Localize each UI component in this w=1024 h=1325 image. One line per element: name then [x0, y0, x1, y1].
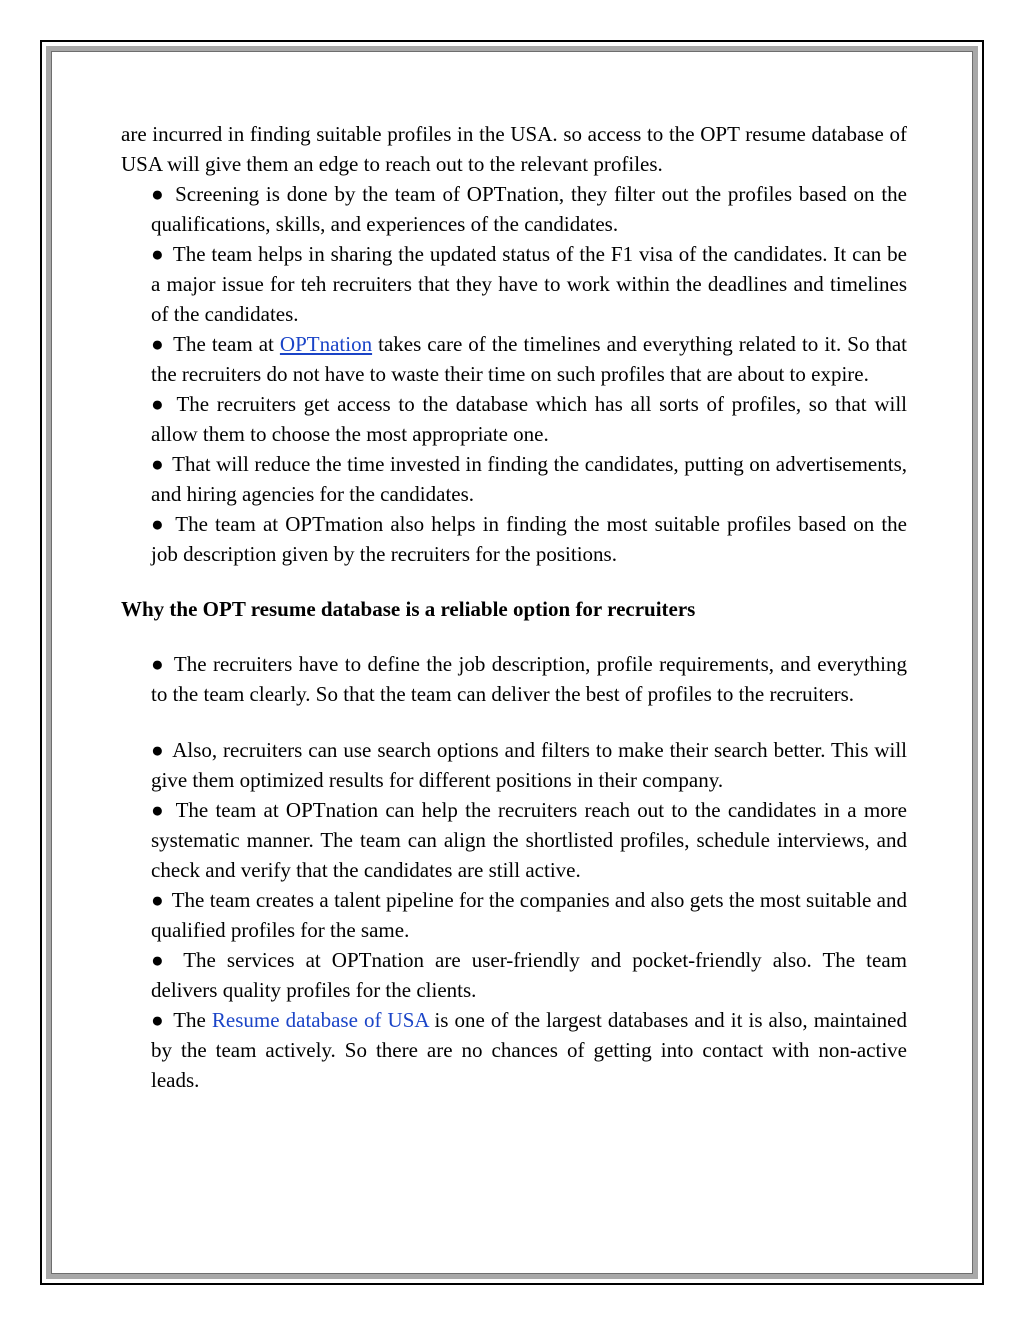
- bullet-icon: ●: [151, 798, 166, 822]
- list-item: [151, 329, 907, 389]
- list-item: [151, 389, 907, 449]
- bullet-icon: ●: [151, 182, 166, 206]
- bullet-icon: ●: [151, 392, 167, 416]
- list-item: [151, 449, 907, 509]
- bullet-icon: ●: [151, 242, 165, 266]
- optnation-link[interactable]: OPTnation: [279, 332, 373, 356]
- list-item: [151, 795, 907, 885]
- intro-paragraph: are incurred in finding suitable profiles in the USA. so access to the OPT resume database of USA will give them an edge to reach out to the relevant profiles.: [121, 122, 907, 176]
- list-item: [151, 239, 907, 329]
- bullet-icon: ●: [151, 512, 166, 536]
- list-item-text: The team helps in sharing the updated status of the F1 visa of the candidates. It can be a major issue for teh recruiters that they have to work within the deadlines and timelines of the candidates.: [151, 242, 908, 326]
- document-body: [121, 119, 907, 1095]
- list-item: [151, 885, 907, 945]
- resume-database-link[interactable]: Resume database of USA: [211, 1008, 429, 1032]
- list-item-text: The team at OPTnation can help the recruiters reach out to the candidates in a more systematic manner. The team can align the shortlisted profiles, schedule interviews, and check and verify that the candidates are still active.: [151, 798, 907, 882]
- section-heading: Why the OPT resume database is a reliable option for recruiters: [121, 597, 696, 621]
- list-item: [151, 649, 907, 709]
- list-item-text-before: The: [173, 1008, 212, 1032]
- list-item-text: The team at OPTmation also helps in finding the most suitable profiles based on the job description given by the recruiters for the positions.: [151, 512, 907, 566]
- list-item: [151, 179, 907, 239]
- paragraph-gap: [151, 709, 907, 735]
- bullet-list-1: [121, 179, 907, 569]
- bullet-icon: ●: [151, 332, 165, 356]
- list-item-text: That will reduce the time invested in finding the candidates, putting on advertisements, and hiring agencies for the candidates.: [151, 452, 908, 506]
- list-item: [151, 509, 907, 569]
- list-item-text: The team creates a talent pipeline for the companies and also gets the most suitable and qualified profiles for the same.: [151, 888, 907, 942]
- bullet-list-2: [121, 649, 907, 1095]
- list-item: [151, 945, 907, 1005]
- list-item-text: The recruiters have to define the job description, profile requirements, and everything to the team clearly. So that the team can deliver the best of profiles to the recruiters.: [151, 652, 908, 706]
- bullet-icon: ●: [151, 652, 165, 676]
- list-item-text: Screening is done by the team of OPTnation, they filter out the profiles based on the qualifications, skills, and experiences of the candidates.: [151, 182, 907, 236]
- bullet-icon: ●: [151, 452, 164, 476]
- list-item-text-before: The team at: [173, 332, 280, 356]
- list-item-text: The recruiters get access to the database which has all sorts of profiles, so that will allow them to choose the most appropriate one.: [151, 392, 907, 446]
- bullet-icon: ●: [151, 1008, 165, 1032]
- list-item: [151, 1005, 907, 1095]
- list-item-text: The services at OPTnation are user-friendly and pocket-friendly also. The team delivers quality profiles for the clients.: [151, 948, 907, 1002]
- list-item-text-after: is one of the largest databases and it is also, maintained by the team actively. So there are no chances of getting into contact with non-active leads.: [151, 1008, 907, 1092]
- list-item-text: Also, recruiters can use search options and filters to make their search better. This will give them optimized results for different positions in their company.: [151, 738, 908, 792]
- bullet-icon: ●: [151, 738, 165, 762]
- list-item: [151, 735, 907, 795]
- bullet-icon: ●: [151, 948, 170, 972]
- list-item-text-after: takes care of the timelines and everything related to it. So that the recruiters do not have to waste their time on such profiles that are about to expire.: [151, 332, 907, 386]
- bullet-icon: ●: [151, 888, 164, 912]
